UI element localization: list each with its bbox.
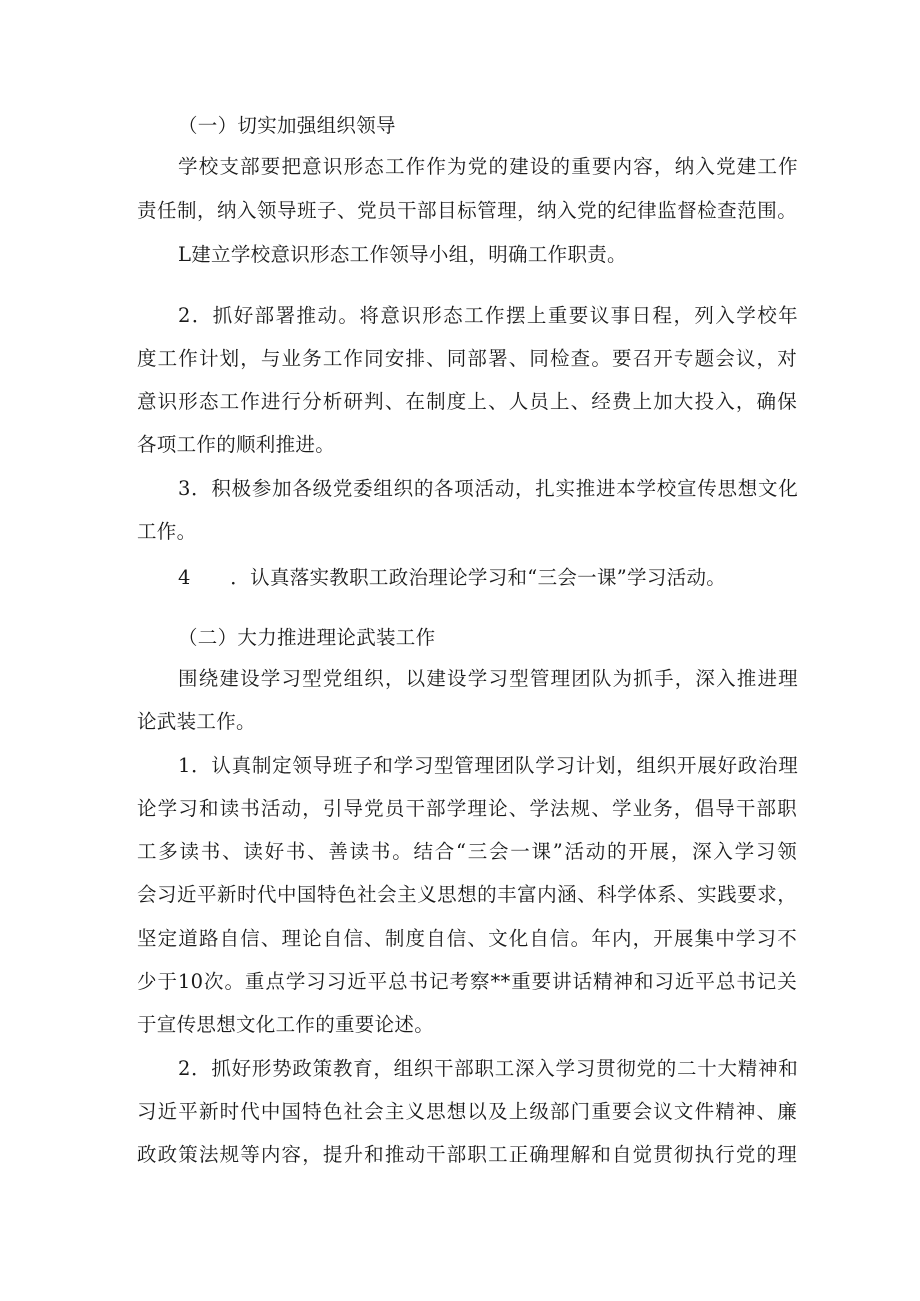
paragraph-line: 工作。 [137, 520, 197, 543]
paragraph-line: 各项工作的顺利推进。 [137, 433, 336, 456]
paragraph-line: 于宣传思想文化工作的重要论述。 [137, 1013, 435, 1036]
paragraph-line: 少于10次。重点学习习近平总书记考察**重要讲话精神和习近平总书记关 [137, 970, 797, 993]
paragraph-line: 工多读书、读好书、善读书。结合“三会一课”活动的开展，深入学习领 [137, 840, 797, 863]
paragraph-line: 会习近平新时代中国特色社会主义思想的丰富内涵、科学体系、实践要求， [137, 883, 797, 906]
paragraph-line: 围绕建设学习型党组织，以建设学习型管理团队为抓手，深入推进理 [178, 667, 798, 690]
section-heading-1: （一）切实加强组织领导 [178, 114, 396, 137]
paragraph-line: 政政策法规等内容，提升和推动干部职工正确理解和自觉贯彻执行党的理 [137, 1143, 797, 1166]
paragraph-line: 习近平新时代中国特色社会主义思想以及上级部门重要会议文件精神、廉 [137, 1100, 797, 1123]
paragraph-line: 论学习和读书活动，引导党员干部学理论、学法规、学业务，倡导干部职 [137, 797, 797, 820]
paragraph-line: 4 ．认真落实教职工政治理论学习和“三会一课”学习活动。 [178, 566, 727, 589]
paragraph-line: 2．抓好部署推动。将意识形态工作摆上重要议事日程，列入学校年 [178, 304, 798, 327]
section-heading-2: （二）大力推进理论武装工作 [178, 626, 436, 649]
paragraph-line: 意识形态工作进行分析研判、在制度上、人员上、经费上加大投入，确保 [137, 390, 797, 413]
paragraph-line: 坚定道路自信、理论自信、制度自信、文化自信。年内，开展集中学习不 [137, 927, 797, 950]
paragraph-line: 论武装工作。 [137, 710, 256, 733]
paragraph-line: L建立学校意识形态工作领导小组，明确工作职责。 [178, 243, 627, 266]
paragraph-line: 责任制，纳入领导班子、党员干部目标管理，纳入党的纪律监督检查范围。 [137, 199, 797, 222]
paragraph-line: 度工作计划，与业务工作同安排、同部署、同检查。要召开专题会议，对 [137, 347, 797, 370]
paragraph-line: 3．积极参加各级党委组织的各项活动，扎实推进本学校宣传思想文化 [178, 477, 798, 500]
paragraph-line: 2．抓好形势政策教育，组织干部职工深入学习贯彻党的二十大精神和 [178, 1057, 798, 1080]
paragraph-line: 1．认真制定领导班子和学习型管理团队学习计划，组织开展好政治理 [178, 754, 798, 777]
paragraph-line: 学校支部要把意识形态工作作为党的建设的重要内容，纳入党建工作 [178, 155, 798, 178]
